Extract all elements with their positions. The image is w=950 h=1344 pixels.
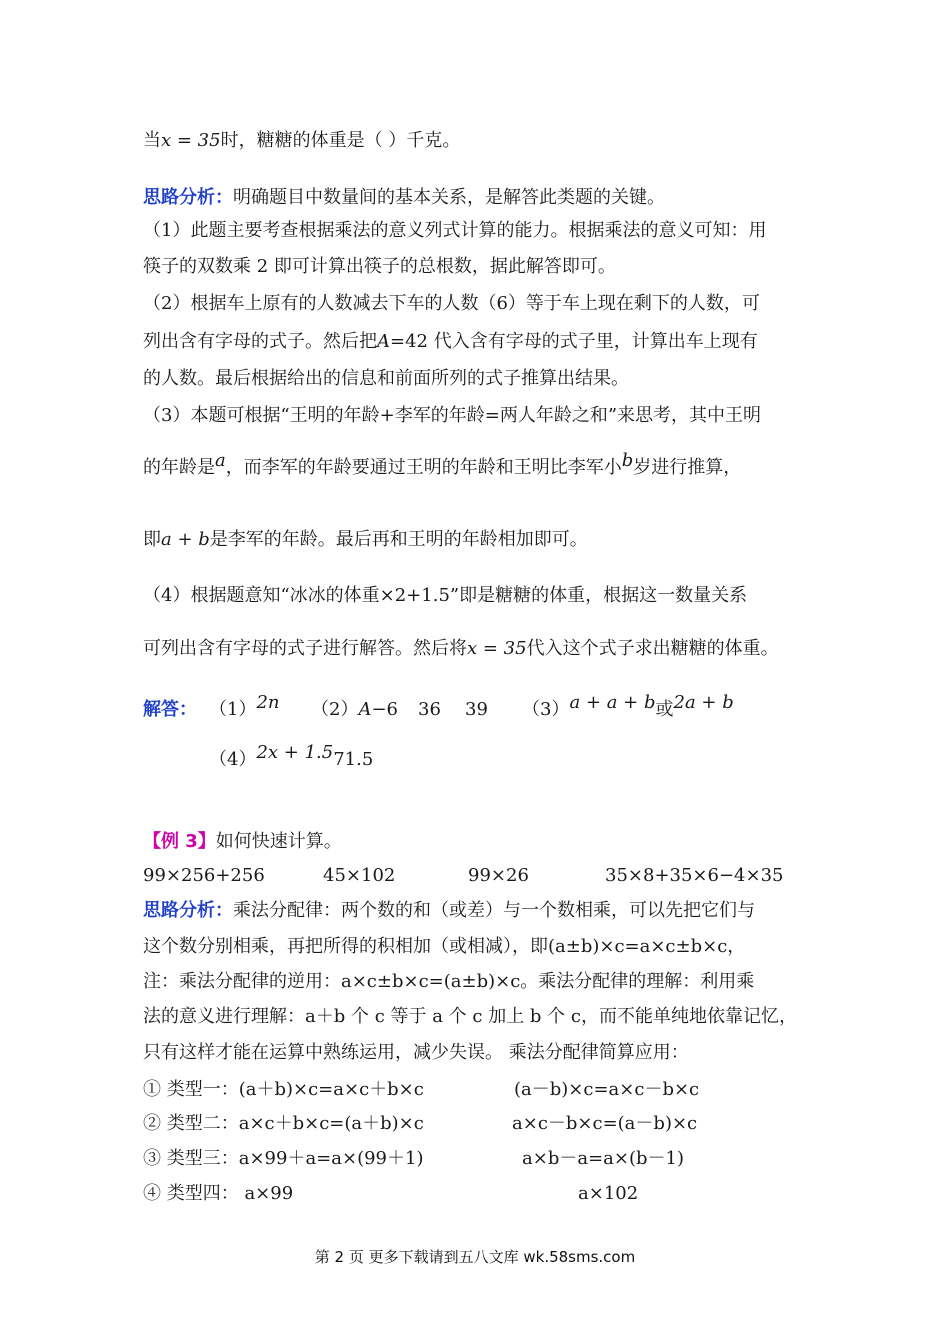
text: 当: [143, 130, 161, 151]
analysis-heading: 思路分析：: [143, 900, 233, 921]
analysis-1-p2-line1: （2）根据车上原有的人数减去下车的人数（6）等于车上现在剩下的人数，可: [143, 293, 760, 314]
math-a: a: [215, 450, 226, 471]
math-a-a-b: a + a + b: [569, 692, 656, 713]
answer-4-value: 71.5: [333, 749, 374, 770]
analysis-1-intro: [143, 186, 665, 210]
text: ，而李军的年龄要通过王明的年龄和王明比李军小: [225, 457, 622, 478]
analysis-1-p2-line3: 的人数。最后根据给出的信息和前面所列的式子推算出结果。: [143, 368, 629, 389]
answer-heading: 解答：: [143, 699, 197, 720]
text: 列出含有字母的式子。然后把: [143, 331, 377, 352]
analysis-1-p4-line1: （4）根据题意知“冰冰的体重×2+1.5”即是糖糖的体重，根据这一数量关系: [143, 585, 748, 606]
text: 可列出含有字母的式子进行解答。然后将: [143, 638, 467, 659]
analysis-2-line5: 只有这样才能在运算中熟练运用，减少失误。 乘法分配律简算应用：: [143, 1042, 689, 1063]
analysis-1-p1-line1: （1）此题主要考查根据乘法的意义列式计算的能力。根据乘法的意义可知：用: [143, 220, 767, 241]
problem-1: 99×256+256: [143, 865, 265, 886]
answer-3: （3）a + a + b或2a + b: [522, 692, 734, 720]
problem-2: 45×102: [323, 865, 396, 886]
type-4-right: a×102: [578, 1183, 639, 1204]
text: 即: [143, 529, 161, 550]
page-footer: 第 2 页 更多下载请到五八文库 wk.58sms.com: [314, 1248, 636, 1266]
analysis-1-p1-line2: 筷子的双数乘 2 即可计算出筷子的总根数，据此解答即可。: [143, 256, 616, 277]
math-2a-b: 2a + b: [673, 692, 734, 713]
problem-4: 35×8+35×6−4×35: [605, 865, 784, 886]
example-tag: 【例 3】: [143, 831, 216, 852]
analysis-2-line2: 这个数分别相乘，再把所得的积相加（或相减），即(a±b)×c=a×c±b×c，: [143, 936, 746, 957]
type-3-right: a×b－a=a×(b－1): [522, 1148, 684, 1169]
type-2-left: ② 类型二：a×c＋b×c=(a＋b)×c: [143, 1113, 424, 1134]
example-3-title: 【例 3】如何快速计算。: [143, 831, 342, 852]
text: 是李军的年龄。最后再和王明的年龄相加即可。: [209, 529, 588, 550]
text: 的年龄是: [143, 457, 215, 478]
math-b: b: [621, 450, 634, 471]
question-4-tail: [143, 129, 460, 153]
analysis-1-p2-line2: [143, 330, 758, 354]
type-3-left: ③ 类型三：a×99＋a=a×(99＋1): [143, 1148, 424, 1169]
analysis-1-p4-line2: [143, 637, 779, 661]
problem-3: 99×26: [468, 865, 529, 886]
analysis-1-p3-line2: [143, 450, 742, 480]
analysis-heading: 思路分析：: [143, 187, 233, 208]
text: =42 代入含有字母的式子里，计算出车上现有: [390, 331, 758, 352]
type-2-right: a×c－b×c=(a－b)×c: [512, 1113, 698, 1134]
math-a-plus-b: a + b: [161, 529, 210, 550]
math-A: A: [358, 699, 372, 720]
answer-4: （4）2x + 1.571.5: [209, 742, 374, 770]
math-x-35: x = 35: [161, 130, 221, 151]
math-2n: 2n: [256, 692, 280, 713]
analysis-2-line1: 思路分析：乘法分配律：两个数的和（或差）与一个数相乘，可以先把它们与: [143, 900, 755, 921]
answer-1: （1）2n: [209, 692, 280, 720]
type-4-left: ④ 类型四： a×99: [143, 1183, 294, 1204]
type-1-left: ① 类型一：(a＋b)×c=a×c＋b×c: [143, 1079, 424, 1100]
answer-2-value-2: 39: [465, 699, 488, 720]
analysis-2-line3: 注：乘法分配律的逆用：a×c±b×c=(a±b)×c。乘法分配律的理解：利用乘: [143, 971, 755, 992]
text: 代入这个式子求出糖糖的体重。: [526, 638, 779, 659]
answer-2-value-1: 36: [418, 699, 441, 720]
type-1-right: (a－b)×c=a×c－b×c: [514, 1079, 700, 1100]
text: 岁进行推算，: [633, 457, 742, 478]
math-2x-1-5: 2x + 1.5: [256, 742, 334, 763]
analysis-2-line4: 法的意义进行理解：a＋b 个 c 等于 a 个 c 加上 b 个 c，而不能单纯地依靠记忆，: [143, 1006, 797, 1027]
analysis-1-p3-line1: （3）本题可根据“王明的年龄+李军的年龄=两人年龄之和”来思考，其中王明: [143, 405, 762, 426]
text: 时，糖糖的体重是（ ）千克。: [220, 130, 461, 151]
math-x-35: x = 35: [467, 638, 527, 659]
text: 明确题目中数量间的基本关系，是解答此类题的关键。: [233, 187, 665, 208]
analysis-1-p3-line3: [143, 528, 588, 552]
math-A: A: [377, 331, 390, 352]
answer-2: （2）A−6: [311, 699, 398, 720]
